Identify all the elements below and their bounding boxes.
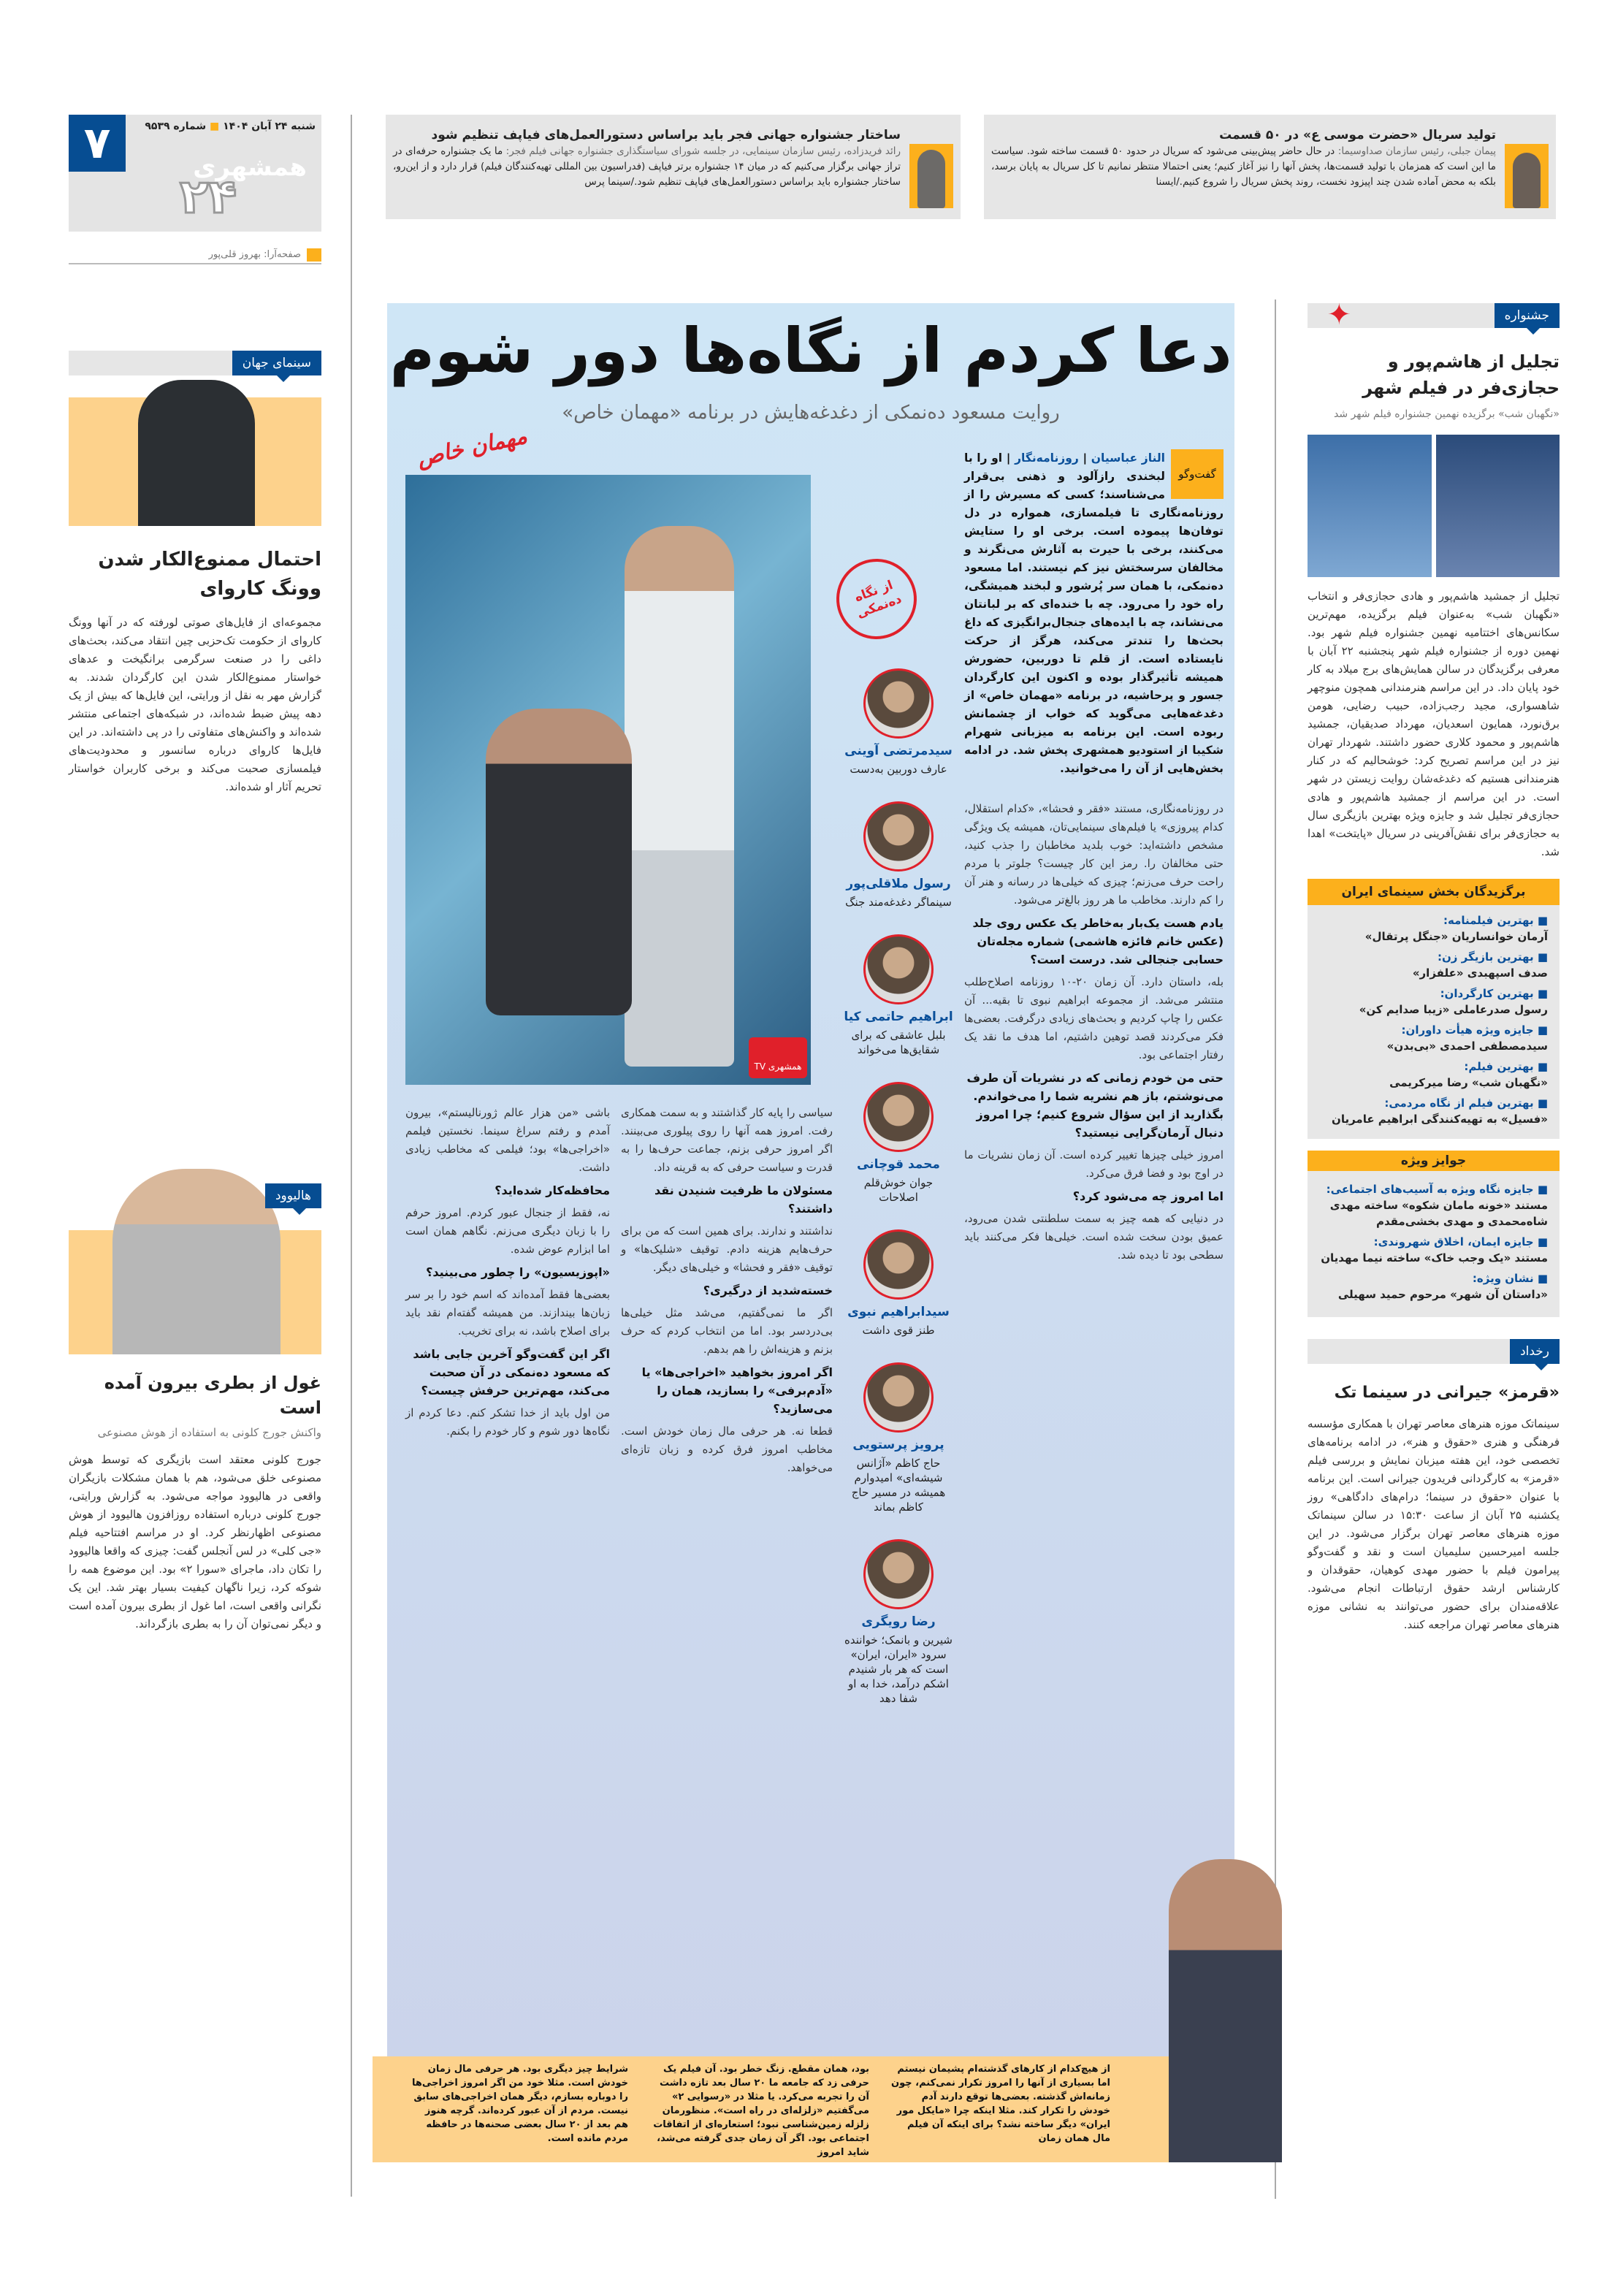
award-winner: سیدمصطفی احمدی «بی‌بدن»	[1386, 1040, 1548, 1053]
section-kicker	[69, 1183, 321, 1208]
hamshahri-tv-logo: همشهری TV	[749, 1037, 807, 1078]
interview-question: مسئولان ما ظرفیت شنیدن نقد داشتند؟	[654, 1183, 833, 1216]
festival-article	[1308, 298, 1560, 861]
section-logo-filmstrip: ۲۴	[179, 170, 237, 224]
photo-hejazifar	[1308, 435, 1432, 577]
byline-role: روزنامه‌نگار	[1015, 451, 1079, 465]
quote-2: بود، همان مقطع. زنگ خطر بود. آن فیلم یک حرفی زد که جامعه ما ۲۰ سال بعد تازه داشت آن را تجربه می‌کرد. یا مثلا در «رسوایی ۲» می‌گفتیم «زلزله‌ای در راه است». منظورمان زلزله زمین‌شناسی نبود؛ استعاره‌ای از اتفاقات اجتماعی بود. اگر آن زمان جدی گرفته می‌شد، شاید امروز	[653, 2064, 869, 2158]
award-list	[1308, 1171, 1560, 1308]
profile-desc: جوان خوش‌قلم اصلاحات	[863, 1176, 934, 1204]
article-body: مجموعه‌ای از فایل‌های صوتی لورفته که در آنها وونگ کاروای از حکومت تک‌حزبی چین انتقاد می‌کند، بحث‌های داغی را در صنعت سرگرمی برانگیخت و عدهای خواستار ممنوع‌الکار شدن این کارگردان شدند. به گزارش مهر به نقل از ورایتی، این فایل‌ها که بیش از یک دهه پیش ضبط شده‌اند، در شبکه‌های اجتماعی منتشر شده‌اند و واکنش‌های متفاوتی را در پی داشته‌اند. در این فایل‌ها کاروای درباره سانسور و محدودیت‌های فیلمسازی صحبت می‌کند و برخی کاربران خواستار تحریم آثار او شده‌اند.	[69, 616, 321, 793]
interview-answer: قطعا نه. هر حرفی مال زمان خودش است. مخاطب امروز فرق کرده و زبان تازه‌ای می‌خواهد.	[621, 1424, 833, 1474]
award-category: ■ بهترین فیلمنامه:	[1319, 912, 1548, 928]
body-column-3	[405, 1099, 610, 1441]
avatar	[863, 1362, 934, 1433]
interview-answer: در روزنامه‌نگاری، مستند «فقر و فحشا»، «کدام استقلال، کدام پیروزی» یا فیلم‌های سینمایی‌تان، همیشه یک ویژگی مشخص داشته‌اید: خوب بلدید مخاطبان را جذب کنید، حتی مخالفان را. رمز این کار چیست؟ جلوتر با مردم راحت حرف می‌زنم؛ چیزی که خیلی‌ها در رسانه و هنر آن را کم دارند. مخاطب ما هر روز بالغ‌تر می‌شود.	[964, 802, 1224, 907]
headline: «قرمز» جیرانی در سینما تک	[1334, 1384, 1560, 1402]
quote-1: از هیچ‌کدام از کارهای گذشته‌ام پشیمان نیستم اما بسیاری از آنها را امروز تکرار نمی‌کنم، چون زمانه‌اش گذشته. بعضی‌ها توقع دارند آدم خودش را تکرار کند. مثلا اینکه چرا «مایکل مور ایران» دیگر ساخته نشد؟ برای اینکه آن فیلم مال همان زمان	[891, 2064, 1110, 2144]
award-winner: «داستان آن شهر» مرحوم حمید سهیلی	[1337, 1288, 1548, 1301]
subheadline: واکنش جورج کلونی به استفاده از هوش مصنوعی	[97, 1426, 321, 1439]
profile-desc: شیرین و بانمک؛ خواننده سرود «ایران، ایران» است که هر بار شنیدم اشکم درآمد، خدا به او شفا دهد	[844, 1633, 953, 1705]
event-article	[1308, 1339, 1560, 1634]
top-news-jebeli	[984, 115, 1556, 219]
award-winner: «فسیل» به تهیه‌کنندگی ابراهیم عامریان	[1332, 1113, 1548, 1126]
intro-text: او را با لبخندی رازآلود و ذهنی بی‌قرار می‌شناسند؛ کسی که مسیرش را از روزنامه‌نگاری تا فیلمسازی، همواره در دل توفان‌ها پیموده است. برخی او را ستایش می‌کنند، برخی با حیرت به آثارش می‌نگرند و مخالفان سرسختش نیز کم نیستند. اما مسعود ده‌نمکی، با همان سر پُرشور و لبخند همیشگی، راه خود را می‌رود. چه با خنده‌ای که بر لبانتان می‌نشاند، چه با ایده‌های جنجال‌برانگیزی که داغ بحث‌ها را تندتر می‌کند، هرگز از حرکت نایستاده است. از قلم تا دوربین، حضورش همیشه تأثیرگذار بوده و اکنون این کارگردان جسور و پرحاشیه، در برنامه «مهمان خاص» از دغدغه‌هایی می‌گوید که خواب از چشمانش ربوده است. این برنامه به میزبانی شهرام شکیبا از استودیو همشهری پخش شد. در ادامه بخش‌هایی از آن را می‌خوانید.	[964, 451, 1224, 775]
stamp: از نگاه ده‌نمکی	[825, 548, 928, 651]
feature-panel	[387, 303, 1234, 2162]
interview-question: حتی من خودم زمانی که در نشریات آن طرف می‌نوشتم، باز هم نشریه شما را می‌خواندم. بگذارید از این سؤال شروع کنیم؛ چرا امروز دنبال آرمان‌گرایی نیستید؟	[966, 1071, 1224, 1140]
news-title: ساختار جشنواره جهانی فجر باید براساس دستورالعمل‌های فیاپف تنظیم شود	[431, 128, 901, 142]
layout-credit	[69, 248, 321, 264]
body-column-1	[964, 800, 1224, 1265]
byline-name: الناز عباسیان	[1091, 451, 1165, 465]
iran-awards-box	[1308, 879, 1560, 1139]
kicker-label: سینمای جهان	[232, 351, 321, 375]
profile-desc: حاج کاظم «آژانس شیشه‌ای» امیدوارم همیشه در مسیر حاج کاظم بماند	[851, 1457, 946, 1514]
portrait-jebeli	[1505, 144, 1549, 208]
interview-answer: امروز خیلی چیزها تغییر کرده است. آن زمان نشریات ما در اوج بود و فضا فرق می‌کرد.	[964, 1148, 1224, 1180]
interview-tag: گفت‌وگو	[1171, 449, 1224, 499]
photo-hashempour	[1436, 435, 1560, 577]
subheadline: «نگهبان شب» برگزیده نهمین جشنواره فیلم شهر شد	[1334, 408, 1560, 420]
figure-silhouette	[138, 380, 255, 526]
interview-answer: نداشتند و ندارند. برای همین است که من برای حرف‌هایم هزینه دادم. توقیف «شلیک‌ها» و توقیف «فقر و فحشا» و خیلی‌های دیگر.	[621, 1224, 833, 1274]
article-body: سینماتک موزه هنرهای معاصر تهران با همکاری مؤسسه فرهنگی و هنری «حقوق و هنر»، در ادامه برنامه‌های تخصصی خود، این هفته میزبان نمایش و بررسی فیلم «قرمز» به کارگردانی فریدون جیرانی است. این برنامه با عنوان «حقوق در سینما؛ درام‌های دادگاهی» روز یکشنبه ۲۵ آبان از ساعت ۱۵:۳۰ در سالن سینماتک موزه هنرهای معاصر تهران برگزار می‌شود. در این جلسه امیرحسین سلیمیان است و نقد و گفت‌وگو پیرامون فیلم با حضور مهدی کوهیان، حقوقدان و کارشناس ارشد حقوق ارتباطات انجام می‌شود. علاقه‌مندان برای حضور می‌توانند به نشانی موزه هنرهای معاصر تهران مراجعه کنند.	[1308, 1417, 1560, 1631]
issue-number: شماره ۹۵۳۹	[145, 121, 207, 132]
world-cinema-article	[69, 351, 321, 796]
top-news-faridzadeh	[386, 115, 961, 219]
interview-question: اما امروز چه می‌شود کرد؟	[1072, 1189, 1224, 1203]
award-category: ■ نشان ویژه:	[1319, 1270, 1548, 1286]
section-kicker	[1308, 1339, 1560, 1364]
interview-question: خسته‌شدید از درگیری؟	[703, 1284, 833, 1297]
interview-question: یادم هست یک‌بار به‌خاطر یک عکس روی جلد (عکس خانم فائزه هاشمی) شماره مجله‌تان حسابی جنجالی شد. درست است؟	[972, 916, 1224, 966]
article-body: تجلیل از جمشید هاشم‌پور و هادی حجازی‌فر و انتخاب «نگهبان شب» به‌عنوان فیلم برگزیده، مهم‌ترین سکانس‌های اختتامیه نهمین جشنواره فیلم شهر بود. نهمین دوره از جشنواره فیلم شهر پنجشنبه ۲۲ آبان با معرفی برگزیدگان در سالن همایش‌های برج میلاد به کار خود پایان داد. در این مراسم هنرمندانی همچون منوچهر شاهسواری، مجید رجب‌زاده، حبیب رضایی، هومن برق‌نورد، همایون اسعدیان، مهرداد صدیقیان، جمشید هاشم‌پور و محمود کلاری حضور داشتند. شهردار تهران نیز در این مراسم تصریح کرد: خوشحالیم که در کنار هنرمندانی هستیم که دغدغه‌شان روایت زیستن در شهر است. در این مراسم از جمشید هاشم‌پور و هادی حجازی‌فر تجلیل شد و جایزه ویژه بهترین بازیگری سال به حجازی‌فر برای نقش‌آفرینی در سریال «پایتخت» اهدا شد.	[1308, 590, 1560, 858]
profile-card	[844, 1082, 953, 1205]
intro-block: گفت‌وگو الناز عباسیان | روزنامه‌نگار | او را با لبخندی رازآلود و ذهنی بی‌قرار می‌شناسند؛ کسی که مسیرش را از روزنامه‌نگاری تا فیلمسازی، همواره در دل توفان‌ها پیموده است. برخی او را ستایش می‌کنند، برخی با حیرت به آثارش می‌نگرند و مخالفان سرسختش نیز کم نیستند. اما مسعود ده‌نمکی، با همان سر پُرشور و لبخند همیشگی، راه خود را می‌رود. چه با خنده‌ای که بر لبانتان می‌نشاند، چه با ایده‌های جنجال‌برانگیزی که داغ بحث‌ها را تندتر می‌کند، هرگز از حرکت نایستاده است. از قلم تا دوربین، حضورش همیشه تأثیرگذار بوده و اکنون این کارگردان جسور و پرحاشیه، در برنامه «مهمان خاص» از دغدغه‌هایی می‌گوید که خواب از چشمانش ربوده است. این برنامه به میزبانی شهرام شکیبا از استودیو همشهری پخش شد. در ادامه بخش‌هایی از آن را می‌خوانید.	[964, 449, 1224, 778]
box-heading: برگزیدگان بخش سینمای ایران	[1308, 879, 1560, 905]
headline: تجلیل از هاشم‌پور و حجازی‌فر در فیلم شهر	[1362, 351, 1560, 398]
brand-logo: همشهری	[193, 153, 307, 182]
news-lead: پیمان جبلی، رئیس سازمان صداوسیما:	[1337, 145, 1497, 157]
article-body: جورج کلونی معتقد است بازیگری که توسط هوش مصنوعی خلق می‌شود، هم با همان مشکلات بازیگران واقعی در هالیوود مواجه می‌شود. به گزارش ورایتی، جورج کلونی درباره استفاده روزافزون هالیوود از هوش مصنوعی اظهارنظر کرد. او در مراسم افتتاحیه فیلم «جی کلی» در لس آنجلس گفت: چیزی که واقعا هالیوود را تکان داد، ماجرای «سورا ۲» بود. این موضوع همه را شوکه کرد، زیرا ناگهان کیفیت بسیار بهتر شد. این یک نگرانی واقعی است، اما غول از بطری بیرون آمده است و دیگر نمی‌توان آن را به بطری بازگرداند.	[69, 1453, 321, 1631]
news-body: در حال حاضر پیش‌بینی می‌شود که سریال در حدود ۵۰ قسمت ساخته شود. سیاست ما این است که همزمان با تولید قسمت‌ها، پخش آنها را نیز آغاز کنیم؛ یعنی احتمالا منتظر نمانیم تا کل سریال به پایان برسد، بلکه به محض آماده شدن چند اپیزود نخست، روند پخش سریال را شروع کنیم./ایسنا	[991, 145, 1496, 188]
interview-question: «اپوزیسیون» را چطور می‌بینید؟	[426, 1265, 610, 1279]
news-body: ما یک جشنواره حرفه‌ای در تراز جهانی برگزار می‌کنیم که در میان ۱۴ جشنواره برتر فیاپف (فدراسیون بین المللی تهیه‌کنندگان فیلم) قرار دارد و از این‌رو، ساختار جشنواره باید براساس دستورالعمل‌های فیاپف تنظیم شود./سینما پرس	[393, 145, 901, 188]
quote-3: شرایط چیز دیگری بود. هر حرفی مال زمان خودش است. مثلا خود من اگر امروز اخراجی‌ها را دوباره بسازم، دیگر همان اخراجی‌های سابق نیست. مردم از آن عبور کرده‌اند. گرچه هنوز هم بعد از ۲۰ سال بعضی صحنه‌ها در حافظه مردم مانده است.	[412, 2064, 628, 2144]
section-logo-red: ✦	[1327, 298, 1351, 332]
headline: احتمال ممنوع‌الکار شدن وونگ کاروای	[98, 549, 321, 600]
page-number: ۷	[69, 115, 126, 172]
news-lead: رائد فریدزاده، رئیس سازمان سینمایی، در جلسه شورای سیاستگذاری جشنواره جهانی فیلم فجر:	[505, 145, 901, 157]
orange-marker	[307, 248, 321, 262]
right-column	[1308, 298, 1560, 1634]
interview-question: اگر امروز بخواهید «اخراجی‌ها» یا «آدم‌برفی» را بسازید، همان را می‌سازید؟	[641, 1365, 833, 1416]
profile-name: محمد قوچانی	[857, 1157, 940, 1172]
figure-seated	[486, 709, 632, 1015]
figure-standing	[625, 526, 734, 1067]
avatar	[863, 801, 934, 872]
avatar	[863, 1082, 934, 1152]
festival-photos	[1308, 435, 1560, 577]
profile-desc: سینماگر دغدغه‌مند جنگ	[845, 896, 952, 909]
program-logo: مهمان خاص	[414, 423, 530, 472]
award-category: ■ بهترین فیلم:	[1319, 1059, 1548, 1075]
special-awards-box	[1308, 1151, 1560, 1317]
credit-text: صفحه‌آرا: بهروز قلی‌پور	[205, 248, 301, 262]
interview-answer: بعضی‌ها فقط آمده‌اند که اسم خود را بر سر زبان‌ها بیندازند. من همیشه گفته‌ام نقد باید برای اصلاح باشد، نه برای تخریب.	[405, 1288, 610, 1338]
date-line: شنبه ۲۴ آبان ۱۴۰۴ ■ شماره ۹۵۳۹	[145, 121, 316, 132]
interview-answer: اگر ما نمی‌گفتیم، می‌شد مثل خیلی‌ها بی‌دردسر بود. اما من انتخاب کردم که حرف بزنم و هزینه‌اش را هم بدهم.	[621, 1306, 833, 1356]
intro-column	[964, 449, 1224, 1265]
avatar	[863, 1229, 934, 1300]
award-winner: مستند «یک وجب خاک» ساخته نیما مهدیان	[1321, 1251, 1548, 1265]
profile-name: رسول ملاقلی‌پور	[846, 877, 951, 891]
award-category: ■ جایزه نگاه ویژه به آسیب‌های اجتماعی:	[1319, 1181, 1548, 1197]
profile-card	[844, 801, 953, 909]
award-winner: آرمان خوانساریان «جنگل پرتقال»	[1364, 930, 1548, 943]
interview-answer: من اول باید از خدا تشکر کنم. دعا کردم از نگاه‌ها دور شوم و کار خودم را بکنم.	[405, 1406, 610, 1438]
interview-question: اگر این گفت‌وگو آخرین جایی باشد که مسعود ده‌نمکی در آن صحبت می‌کند، مهم‌ترین حرفش چیست؟	[413, 1347, 610, 1397]
box-heading: جوایز ویژه	[1308, 1151, 1560, 1171]
quote-strip	[373, 2056, 1234, 2162]
profile-name: سیدمرتضی آوینی	[844, 744, 953, 758]
profile-desc: بلبل عاشقی که برای شقایق‌ها می‌خواند	[851, 1029, 946, 1056]
photo-block	[69, 1183, 321, 1359]
photo-block	[69, 351, 321, 533]
column-divider	[351, 115, 352, 2197]
award-category: ■ جایزه ایمان، اخلاق شهروندی:	[1319, 1234, 1548, 1250]
section-kicker	[69, 351, 321, 375]
body-column-2	[621, 1099, 833, 1477]
interview-answer: باشی «من هزار عالم ژورنالیستم»، بیرون آمدم و رفتم سراغ سینما. نخستین فیلمم «اخراجی‌ها» بود؛ فیلمی که مخاطب زیادی داشت.	[405, 1106, 610, 1174]
kicker-label: هالیوود	[265, 1183, 321, 1208]
profile-name: رضا رویگری	[861, 1614, 936, 1629]
award-category: ■ بهترین بازیگر زن:	[1319, 949, 1548, 965]
hollywood-article	[69, 1183, 321, 1633]
headline: غول از بطری بیرون آمده است	[104, 1373, 321, 1418]
interview-answer: سیاسی را پایه کار گذاشتند و به سمت همکاری رفت. امروز همه آنها را روی پیلوری می‌بینند. اگر امروز حرفی بزنم، جماعت حرف‌ها را به قدرت و سیاست حرفی که به قرینه داد.	[621, 1106, 833, 1174]
profile-name: پرویز پرستویی	[852, 1438, 944, 1452]
interview-answer: در دنیایی که همه چیز به سمت سلطنتی شدن می‌رود، عمیق بودن سخت شده است. خیلی‌ها فکر می‌کنند باید سطحی بود تا دیده شد.	[964, 1212, 1224, 1262]
portrait-dehnamaki	[1169, 1859, 1282, 2162]
award-category: ■ جایزه ویژه هیأت داوران:	[1319, 1022, 1548, 1038]
award-list	[1308, 905, 1560, 1130]
photo-dehnamaki	[405, 475, 811, 1085]
profile-card	[844, 668, 953, 777]
award-category: ■ بهترین کارگردان:	[1319, 985, 1548, 1002]
profile-name: ابراهیم حاتمی کیا	[844, 1010, 953, 1024]
award-winner: مستند «خونه مامان شکوه» ساخته مهدی شاه‌محمدی و مهدی بخشی‌مقدم	[1329, 1199, 1548, 1228]
interview-question: محافظه‌کار شده‌اید؟	[495, 1183, 610, 1197]
feature-headline: دعا کردم از نگاه‌ها دور شوم	[389, 315, 1232, 386]
kicker-label: رخداد	[1510, 1339, 1560, 1364]
avatar	[863, 668, 934, 739]
award-winner: صدف اسپهبدی «علفزار»	[1412, 966, 1548, 980]
profile-desc: عارف دوربین به‌دست	[850, 763, 947, 776]
profile-card	[844, 1362, 953, 1514]
profile-card	[844, 1229, 953, 1338]
date: شنبه ۲۴ آبان ۱۴۰۴	[223, 121, 316, 132]
news-title: تولید سریال «حضرت موسی ع» در ۵۰ قسمت	[1219, 128, 1496, 142]
award-category: ■ بهترین فیلم از نگاه مردمی:	[1319, 1095, 1548, 1111]
section-kicker	[1308, 298, 1560, 332]
award-winner: «نگهبان شب» رضا میرکریمی	[1389, 1076, 1548, 1089]
avatar	[863, 1539, 934, 1609]
profile-name: سیدابراهیم نبوی	[847, 1305, 950, 1319]
profile-desc: طنز قوی داشت	[862, 1324, 935, 1337]
profile-card	[844, 1539, 953, 1706]
portrait-faridzadeh	[909, 144, 953, 208]
interview-answer: بله، داستان دارد. آن زمان ۲۰-۱۰ روزنامه اصلاح‌طلب منتشر می‌شد. از مجموعه ابراهیم نبوی تا بقیه... آن عکس را چاپ کردیم و بحث‌های زیادی درگرفت. بعضی‌ها فکر می‌کردند قصد توهین داشتیم، اما هدف ما نقد یک رفتار اجتماعی بود.	[964, 975, 1224, 1061]
award-winner: رسول صدرعاملی «زیبا صدایم کن»	[1359, 1003, 1548, 1016]
avatar	[863, 934, 934, 1004]
feature-subheadline: روایت مسعود ده‌نمکی از دغدغه‌هایش در برنامه «مهمان خاص»	[562, 402, 1060, 424]
interview-answer: نه، فقط از جنجال عبور کردم. امروز حرفم را با زبان دیگری می‌زنم. نگاهم همان است اما ابزارم عوض شده.	[405, 1206, 610, 1256]
profile-card	[844, 934, 953, 1057]
kicker-label: جشنواره	[1495, 303, 1560, 328]
profiles-column	[844, 668, 953, 1731]
